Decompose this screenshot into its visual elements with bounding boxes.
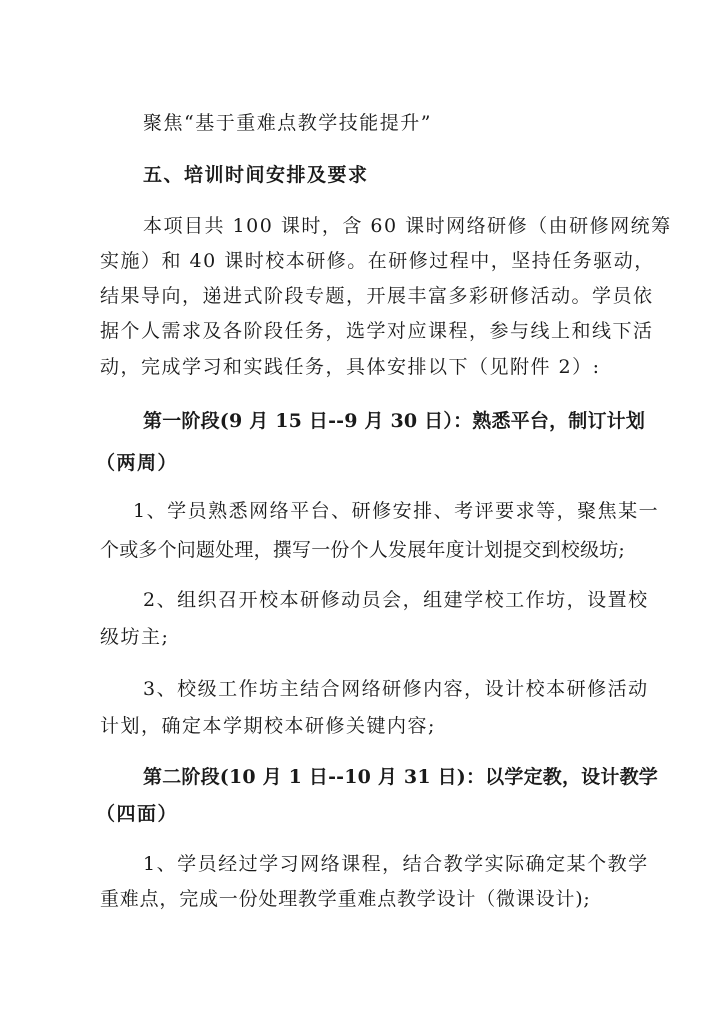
focus-line: 聚焦“基于重难点教学技能提升” xyxy=(143,112,432,134)
list-item: 2、组织召开校本研修动员会，组建学校工作坊，设置校 xyxy=(143,589,649,611)
paragraph-line: 结果导向，递进式阶段专题，开展丰富多彩研修活动。学员依 xyxy=(100,285,654,307)
list-item: 1、学员熟悉网络平台、研修安排、考评要求等，聚焦某一 xyxy=(133,500,660,522)
stage-one-heading: 第一阶段(9 月 15 日--9 月 30 日）：熟悉平台，制订计划 xyxy=(143,410,646,432)
paragraph-line: 据个人需求及各阶段任务，选学对应课程，参与线上和线下活 xyxy=(100,320,654,342)
stage-two-heading: 第二阶段(10 月 1 日--10 月 31 日)：以学定教，设计教学 xyxy=(143,766,658,788)
list-item: 1、学员经过学习网络课程，结合教学实际确定某个教学 xyxy=(143,853,649,875)
stage-two-duration: （四面） xyxy=(96,803,179,825)
paragraph-line: 动，完成学习和实践任务，具体安排以下（见附件 2）: xyxy=(100,356,601,378)
list-item-continuation: 计划，确定本学期校本研修关键内容; xyxy=(100,715,436,737)
list-item-continuation: 重难点，完成一份处理教学重难点教学设计（微课设计); xyxy=(100,888,591,910)
stage-one-duration: （两周） xyxy=(96,452,179,474)
section-heading: 五、培训时间安排及要求 xyxy=(143,164,369,186)
list-item-continuation: 个或多个问题处理，撰写一份个人发展年度计划提交到校级坊; xyxy=(100,539,626,561)
paragraph-line: 实施）和 40 课时校本研修。在研修过程中，坚持任务驱动， xyxy=(100,250,655,272)
paragraph-line: 本项目共 100 课时，含 60 课时网络研修（由研修网统筹 xyxy=(143,215,672,237)
list-item: 3、校级工作坊主结合网络研修内容，设计校本研修活动 xyxy=(143,678,649,700)
list-item-continuation: 级坊主; xyxy=(100,626,170,648)
